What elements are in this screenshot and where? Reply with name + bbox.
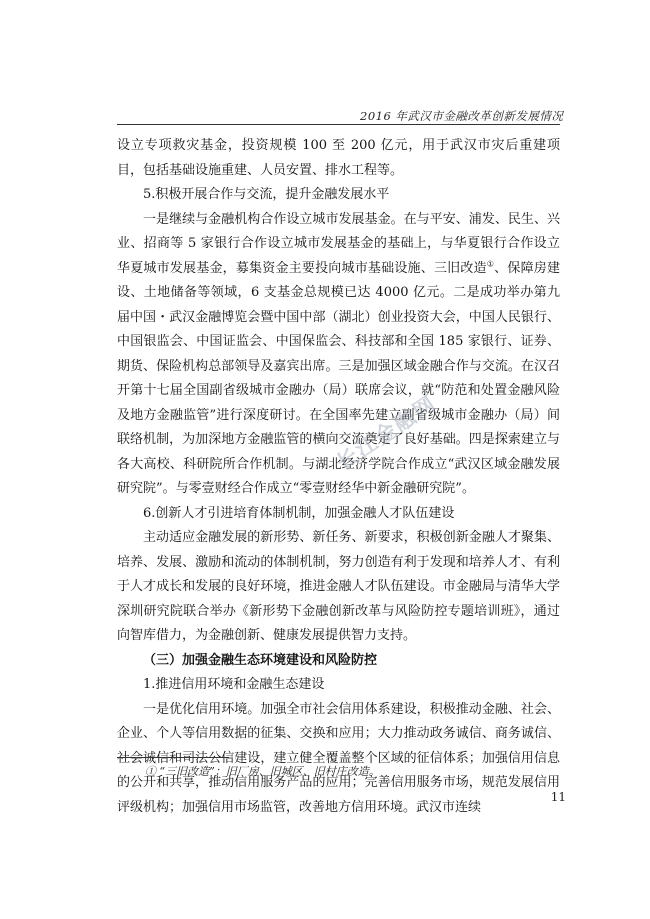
section-heading-3: （三）加强金融生态环境建设和风险防控 [143, 652, 378, 668]
paragraph-cooperation-part-2: 、保障房建设、土地储备等领域，6 支基金总规模已达 4000 亿元。二是成功举办第九届中国・武汉金融博览会暨中国中部（湖北）创业投资大会，中国人民银行、中国银监会、中国证监会、中国保监会、科技部和全国 185 家银行、证券、期货、保险机构总部领导及嘉宾出席。三是加强区域金融合作与交流。在汉召开第十七届全国副省级城市金融办（局）联席会议，就“防范和处置金融风险及地方金融监管”进行深度研讨。在全国率先建立副省级城市金融办（局）间联络机制，为加深地方金融监管的横向交流奠定了良好基础。四是探索建立与各大高校、科研院所合作机制。与湖北经济学院合作成立“武汉区域金融发展研究院”。与零壹财经合作成立“零壹财经华中新金融研究院”。 [117, 260, 560, 496]
header-rule [117, 124, 560, 125]
paragraph-cooperation-part-1: 一是继续与金融机构合作设立城市发展基金。在与平安、浦发、民生、兴业、招商等 5 家银行合作设立城市发展基金的基础上，与华夏银行合作设立华夏城市发展基金，募集资金主要投向城市基础设施、三旧改造 [117, 211, 560, 276]
footnote-rule [117, 757, 229, 758]
paragraph-1: 设立专项救灾基金，投资规模 100 至 200 亿元，用于武汉市灾后重建项目，包括基础设施重建、人员安置、排水工程等。 [117, 138, 560, 178]
subsection-heading-6: 6.创新人才引进培育体制机制，加强金融人才队伍建设 [143, 505, 455, 521]
footnote-ref[interactable]: ① [486, 259, 495, 269]
subsection-heading-5: 5.积极开展合作与交流，提升金融发展水平 [143, 187, 390, 202]
page-number: 11 [550, 790, 566, 804]
paragraph-credit: 一是优化信用环境。加强全市社会信用体系建设，积极推动金融、社会、企业、个人等信用数据的征集、交换和应用；大力推动政务诚信、商务诚信、社会诚信和司法公信建设，建立健全覆盖整个区域的征信体系；加强信用信息的公开和共享，推动信用服务产品的应用；完善信用服务市场，规范发展信用评级机构；加强信用市场监管，改善地方信用环境。武汉市连续 [117, 701, 560, 815]
paragraph-cooperation [117, 208, 560, 502]
watermark: 长江金融网 [331, 390, 441, 476]
footnote: ① “三旧改造”：旧厂房、旧城区、旧村庄改造。 [145, 765, 380, 778]
running-header: 2016 年武汉市金融改革创新发展情况 [360, 109, 564, 123]
body-text [117, 134, 560, 820]
paragraph-talent: 主动适应金融发展的新形势、新任务、新要求，积极创新金融人才聚集、培养、发展、激励和流动的体制机制，努力创造有利于发现和培养人才、有利于人才成长和发展的良好环境，推进金融人才队伍建设。市金融局与清华大学深圳研究院联合举办《新形势下金融创新改革与风险防控专题培训班》，通过向智库借力，为金融创新、健康发展提供智力支持。 [117, 530, 560, 643]
subsection-heading-1: 1.推进信用环境和金融生态建设 [143, 677, 325, 692]
